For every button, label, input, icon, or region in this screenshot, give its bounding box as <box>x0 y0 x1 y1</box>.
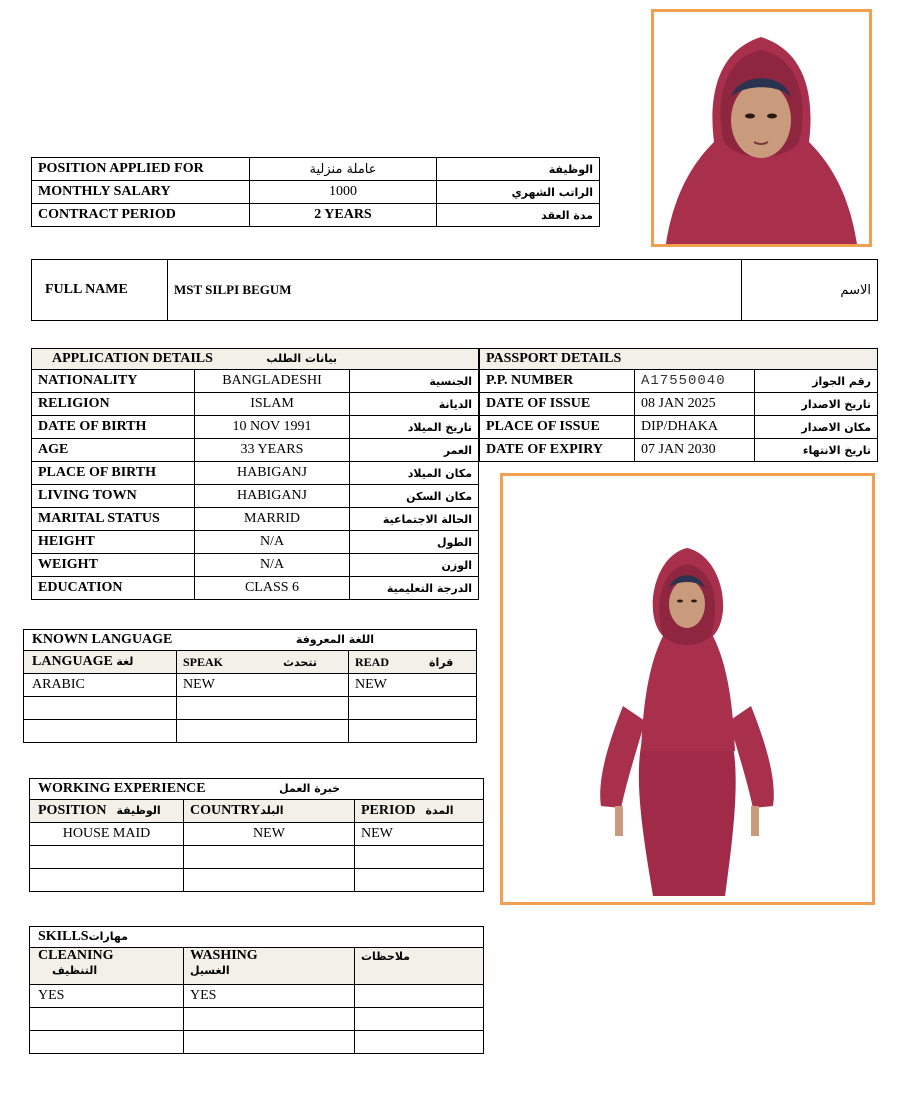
full-name-label-ar: الاسم <box>742 260 878 321</box>
height-label: HEIGHT <box>32 531 195 554</box>
monthly-salary-label-ar: الراتب الشهري <box>437 181 600 204</box>
working-experience-title-ar: خبرة العمل <box>279 782 341 795</box>
table-row <box>32 554 479 577</box>
language-column-header <box>24 651 177 674</box>
table-row <box>32 370 479 393</box>
washing-col-label-ar: الغسيل <box>190 964 230 977</box>
notes-col-label-ar: ملاحظات <box>361 950 410 963</box>
position-col-label: POSITION <box>38 803 107 818</box>
date-of-issue-value: 08 JAN 2025 <box>635 393 755 416</box>
table-row <box>32 462 479 485</box>
table-row <box>30 1031 484 1054</box>
living-town-label: LIVING TOWN <box>32 485 195 508</box>
date-of-expiry-label: DATE OF EXPIRY <box>480 439 635 462</box>
education-label: EDUCATION <box>32 577 195 600</box>
contract-period-label: CONTRACT PERIOD <box>32 204 250 227</box>
portrait-image <box>654 12 869 244</box>
table-row <box>32 158 600 181</box>
place-of-issue-label: PLACE OF ISSUE <box>480 416 635 439</box>
dob-value: 10 NOV 1991 <box>195 416 350 439</box>
table-row <box>32 485 479 508</box>
weight-label-ar: الوزن <box>350 554 479 577</box>
position-cell: HOUSE MAID <box>30 823 184 846</box>
date-of-issue-label-ar: تاريخ الاصدار <box>755 393 878 416</box>
marital-status-label-ar: الحالة الاجتماعية <box>350 508 479 531</box>
known-language-table <box>23 629 477 743</box>
period-col-label: PERIOD <box>361 803 416 818</box>
working-experience-header <box>30 779 484 800</box>
dob-label-ar: تاريخ الميلاد <box>350 416 479 439</box>
pp-number-label-ar: رقم الجواز <box>755 370 878 393</box>
table-row <box>30 869 484 892</box>
table-row <box>480 416 878 439</box>
application-details-header <box>32 349 479 370</box>
place-of-issue-value: DIP/DHAKA <box>635 416 755 439</box>
country-column-header <box>184 800 355 823</box>
table-row <box>32 181 600 204</box>
cleaning-col-label-ar: التنظيف <box>52 964 98 977</box>
age-label: AGE <box>32 439 195 462</box>
living-town-label-ar: مكان السكن <box>350 485 479 508</box>
cleaning-cell: YES <box>30 985 184 1008</box>
weight-value: N/A <box>195 554 350 577</box>
portrait-photo <box>651 9 872 247</box>
table-row <box>32 439 479 462</box>
application-details-title: APPLICATION DETAILS <box>52 351 213 366</box>
table-row <box>30 985 484 1008</box>
cleaning-column-header <box>30 948 184 985</box>
table-row <box>32 393 479 416</box>
passport-details-title: PASSPORT DETAILS <box>480 349 878 370</box>
cleaning-col-label: CLEANING <box>38 948 114 963</box>
full-name-value: MST SILPI BEGUM <box>168 260 742 321</box>
table-row <box>30 779 484 800</box>
country-cell: NEW <box>184 823 355 846</box>
living-town-value: HABIGANJ <box>195 485 350 508</box>
full-body-image <box>503 476 872 902</box>
place-of-birth-label: PLACE OF BIRTH <box>32 462 195 485</box>
education-value: CLASS 6 <box>195 577 350 600</box>
known-language-title-ar: اللغة المعروفة <box>295 633 375 646</box>
skills-title-ar: مهارات <box>88 930 128 943</box>
date-of-expiry-label-ar: تاريخ الانتهاء <box>755 439 878 462</box>
speak-col-label-ar: تتحدث <box>283 655 317 669</box>
weight-label: WEIGHT <box>32 554 195 577</box>
contract-period-label-ar: مدة العقد <box>437 204 600 227</box>
table-row <box>32 508 479 531</box>
period-cell: NEW <box>355 823 484 846</box>
known-language-header <box>24 630 477 651</box>
read-column-header <box>349 651 477 674</box>
table-row <box>480 370 878 393</box>
speak-cell: NEW <box>177 674 349 697</box>
education-label-ar: الدرجة التعليمية <box>350 577 479 600</box>
nationality-label: NATIONALITY <box>32 370 195 393</box>
contract-period-value: 2 YEARS <box>250 204 437 227</box>
period-column-header <box>355 800 484 823</box>
read-cell: NEW <box>349 674 477 697</box>
period-col-label-ar: المدة <box>425 804 454 817</box>
working-experience-title: WORKING EXPERIENCE <box>38 781 206 796</box>
washing-cell: YES <box>184 985 355 1008</box>
position-applied-label: POSITION APPLIED FOR <box>32 158 250 181</box>
date-of-issue-label: DATE OF ISSUE <box>480 393 635 416</box>
language-cell: ARABIC <box>24 674 177 697</box>
language-col-label-ar: لغة <box>116 655 134 668</box>
notes-column-header <box>355 948 484 985</box>
table-row <box>30 1008 484 1031</box>
table-row <box>32 577 479 600</box>
position-column-header <box>30 800 184 823</box>
position-col-label-ar: الوظيفة <box>116 804 161 817</box>
table-row <box>480 393 878 416</box>
age-value: 33 YEARS <box>195 439 350 462</box>
table-row <box>30 800 484 823</box>
country-col-label: COUNTRY <box>190 803 261 818</box>
table-row <box>30 823 484 846</box>
read-col-label-ar: قراة <box>429 655 454 669</box>
height-value: N/A <box>195 531 350 554</box>
language-col-label: LANGUAGE <box>32 654 113 669</box>
full-body-photo <box>500 473 875 905</box>
full-name-table <box>31 259 878 321</box>
speak-column-header <box>177 651 349 674</box>
date-of-expiry-value: 07 JAN 2030 <box>635 439 755 462</box>
pp-number-label: P.P. NUMBER <box>480 370 635 393</box>
table-row <box>480 439 878 462</box>
monthly-salary-label: MONTHLY SALARY <box>32 181 250 204</box>
place-of-birth-label-ar: مكان الميلاد <box>350 462 479 485</box>
monthly-salary-value: 1000 <box>250 181 437 204</box>
table-row <box>30 927 484 948</box>
place-of-birth-value: HABIGANJ <box>195 462 350 485</box>
dob-label: DATE OF BIRTH <box>32 416 195 439</box>
skills-title: SKILLS <box>38 929 89 944</box>
washing-col-label: WASHING <box>190 948 258 963</box>
skills-table <box>29 926 484 1054</box>
table-row <box>30 846 484 869</box>
table-row <box>32 416 479 439</box>
skills-header <box>30 927 484 948</box>
table-row <box>32 349 479 370</box>
religion-label: RELIGION <box>32 393 195 416</box>
table-row <box>24 651 477 674</box>
position-applied-label-ar: الوظيفة <box>437 158 600 181</box>
read-col-label: READ <box>355 654 390 669</box>
position-applied-value: عاملة منزلية <box>250 158 437 181</box>
height-label-ar: الطول <box>350 531 479 554</box>
passport-details-table <box>479 348 878 462</box>
marital-status-value: MARRID <box>195 508 350 531</box>
nationality-label-ar: الجنسية <box>350 370 479 393</box>
application-details-table <box>31 348 479 600</box>
job-table <box>31 157 600 227</box>
pp-number-value: A17550040 <box>635 370 755 393</box>
full-name-label: FULL NAME <box>32 260 168 321</box>
table-row <box>32 260 878 321</box>
religion-value: ISLAM <box>195 393 350 416</box>
table-row <box>24 674 477 697</box>
application-details-title-ar: بيانات الطلب <box>266 352 338 365</box>
country-col-label-ar: البلد <box>260 804 284 817</box>
working-experience-table <box>29 778 484 892</box>
speak-col-label: SPEAK <box>183 654 224 669</box>
nationality-value: BANGLADESHI <box>195 370 350 393</box>
religion-label-ar: الديانة <box>350 393 479 416</box>
age-label-ar: العمر <box>350 439 479 462</box>
known-language-title: KNOWN LANGUAGE <box>32 632 173 647</box>
table-row <box>24 630 477 651</box>
table-row <box>480 349 878 370</box>
place-of-issue-label-ar: مكان الاصدار <box>755 416 878 439</box>
table-row <box>30 948 484 985</box>
table-row <box>24 697 477 720</box>
marital-status-label: MARITAL STATUS <box>32 508 195 531</box>
table-row <box>32 531 479 554</box>
table-row <box>32 204 600 227</box>
table-row <box>24 720 477 743</box>
washing-column-header <box>184 948 355 985</box>
